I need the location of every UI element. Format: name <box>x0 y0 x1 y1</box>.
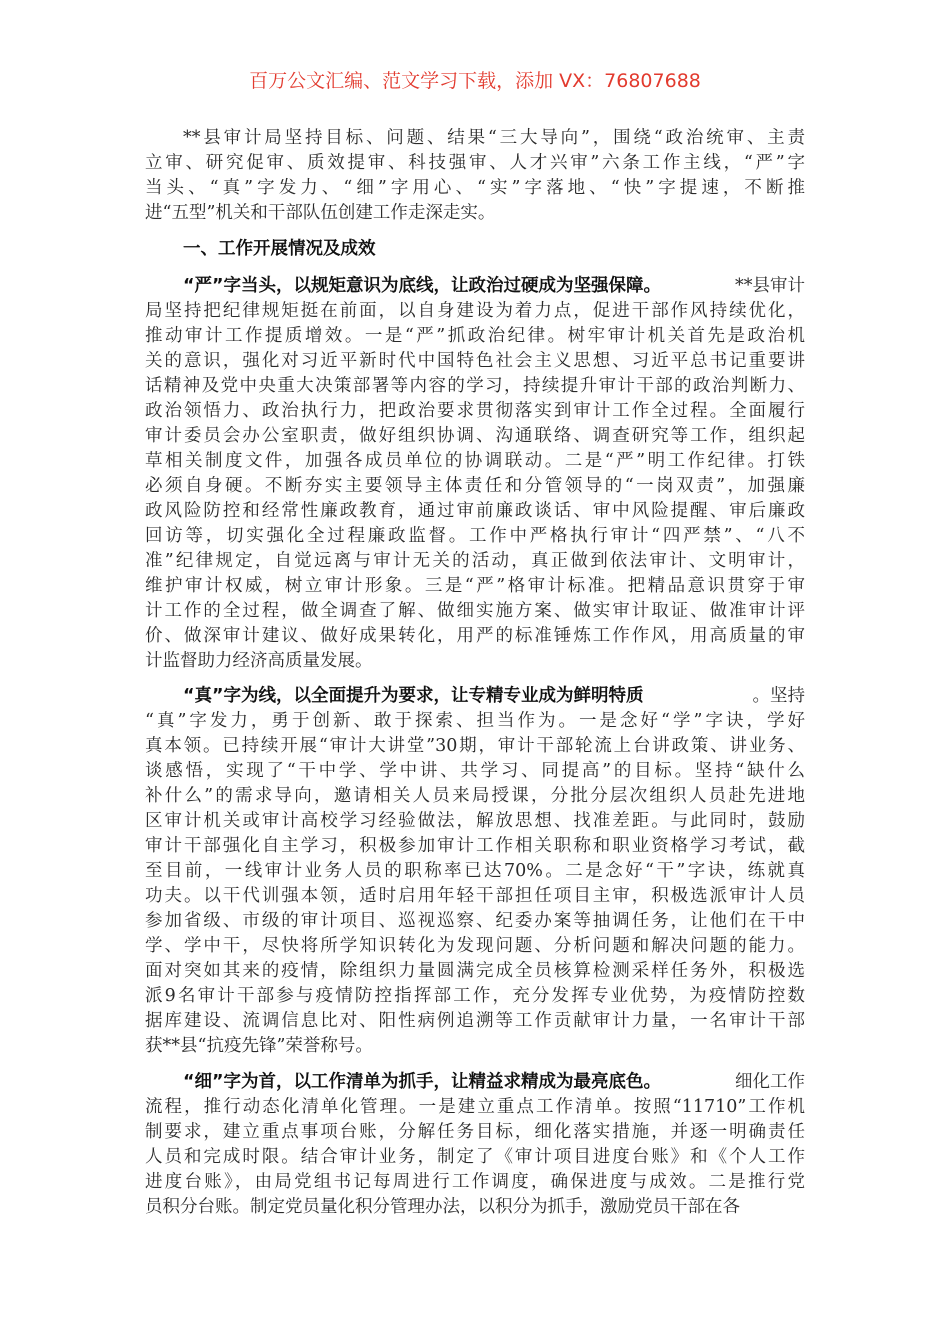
text-line: 功夫。以干代训强本领，适时启用年轻干部担任项目主审，积极选派审计人员 <box>145 886 805 906</box>
text-line: “真”字发力，勇于创新、敢于探索、担当作为。一是念好“学”字诀，学好 <box>145 711 805 731</box>
text-line <box>145 274 805 299</box>
text-line: 学、学中干，尽快将所学知识转化为发现问题、分析问题和解决问题的能力。 <box>145 936 805 956</box>
text-line: 审计干部强化自主学习，积极参加审计工作相关职称和职业资格学习考试，截 <box>145 836 805 856</box>
text-line: 人员和完成时限。结合审计业务，制定了《审计项目进度台账》和《个人工作 <box>145 1147 805 1167</box>
text-line: 回访等，切实强化全过程廉政监督。工作中严格执行审计“四严禁”、“八不 <box>145 526 805 546</box>
intro-paragraph <box>145 126 805 226</box>
text-line: **县审计局坚持目标、问题、结果“三大导向”，围绕“政治统审、主责 <box>183 128 805 148</box>
paragraph-strict <box>145 274 805 674</box>
text-line: 进度台账》，由局党组书记每周进行工作调度，确保进度与成效。二是推行党 <box>145 1172 805 1192</box>
text-line: 计监督助力经济高质量发展。 <box>145 651 373 671</box>
watermark-banner: 百万公文汇编、范文学习下载，添加 VX：76807688 <box>249 70 701 92</box>
paragraph-genuine <box>145 684 805 1059</box>
text-line: 话精神及党中央重大决策部署等内容的学习，持续提升审计干部的政治判断力、 <box>145 376 805 396</box>
text-line: 区审计机关或审计高校学习经验做法，解放思想、找准差距。与此同时，鼓励 <box>145 811 805 831</box>
text-line: 当头、“真”字发力、“细”字用心、“实”字落地、“快”字提速，不断推 <box>145 178 805 198</box>
paragraph-text: **县审计 <box>735 276 805 296</box>
text-line: 补什么”的需求导向，邀请相关人员来局授课，分批分层次组织人员赴先进地 <box>145 786 805 806</box>
text-line: 谈感悟，实现了“干中学、学中讲、共学习、同提高”的目标。坚持“缺什么 <box>145 761 805 781</box>
text-line: 政治领悟力、政治执行力，把政治要求贯彻落实到审计工作全过程。全面履行 <box>145 401 805 421</box>
text-line: 价、做深审计建议、做好成果转化，用严的标准锤炼工作作风，用高质量的审 <box>145 626 805 646</box>
text-line: 派9名审计干部参与疫情防控指挥部工作，充分发挥专业优势，为疫情防控数 <box>145 986 805 1006</box>
text-line: 流程，推行动态化清单化管理。一是建立重点工作清单。按照“11710”工作机 <box>145 1097 805 1117</box>
text-line: 准”纪律规定，自觉远离与审计无关的活动，真正做到依法审计、文明审计， <box>145 551 805 571</box>
text-line: 至目前，一线审计业务人员的职称率已达70%。二是念好“干”字诀，练就真 <box>145 861 805 881</box>
text-line: 关的意识，强化对习近平新时代中国特色社会主义思想、习近平总书记重要讲 <box>145 351 805 371</box>
text-line: 制要求，建立重点事项台账，分解任务目标，细化落实措施，并逐一明确责任 <box>145 1122 805 1142</box>
text-line: 进“五型”机关和干部队伍创建工作走深走实。 <box>145 203 496 223</box>
text-line <box>145 1070 805 1095</box>
text-line: 真本领。已持续开展“审计大讲堂”30期，审计干部轮流上台讲政策、讲业务、 <box>145 736 805 756</box>
text-line <box>145 684 805 709</box>
text-line: 参加省级、市级的审计项目、巡视巡察、纪委办案等抽调任务，让他们在干中 <box>145 911 805 931</box>
text-line: 局坚持把纪律规矩挺在前面，以自身建设为着力点，促进干部作风持续优化， <box>145 301 805 321</box>
text-line: 据库建设、流调信息比对、阳性病例追溯等工作贡献审计力量，一名审计干部 <box>145 1011 805 1031</box>
paragraph-lead: “细”字为首，以工作清单为抓手，让精益求精成为最亮底色。 <box>183 1072 662 1092</box>
text-line: 维护审计权威，树立审计形象。三是“严”格审计标准。把精品意识贯穿于审 <box>145 576 805 596</box>
text-line: 必须自身硬。不断夯实主要领导主体责任和分管领导的“一岗双责”，加强廉 <box>145 476 805 496</box>
text-line: 草相关制度文件，加强各成员单位的协调联动。二是“严”明工作纪律。打铁 <box>145 451 805 471</box>
paragraph-lead: “严”字当头，以规矩意识为底线，让政治过硬成为坚强保障。 <box>183 276 662 296</box>
text-line: 政风险防控和经常性廉政教育，通过审前廉政谈话、审中风险提醒、审后廉政 <box>145 501 805 521</box>
paragraph-lead: “真”字为线，以全面提升为要求，让专精专业成为鲜明特质 <box>183 686 644 706</box>
text-line: 立审、研究促审、质效提审、科技强审、人才兴审”六条工作主线，“严”字 <box>145 153 805 173</box>
text-line: 面对突如其来的疫情，除组织力量圆满完成全员核算检测采样任务外，积极选 <box>145 961 805 981</box>
text-line: 推动审计工作提质增效。一是“严”抓政治纪律。树牢审计机关首先是政治机 <box>145 326 805 346</box>
section-heading: 一、工作开展情况及成效 <box>183 239 376 259</box>
text-line: 计工作的全过程，做全调查了解、做细实施方案、做实审计取证、做准审计评 <box>145 601 805 621</box>
paragraph-text: 。坚持 <box>752 686 805 706</box>
text-line: 审计委员会办公室职责，做好组织协调、沟通联络、调查研究等工作，组织起 <box>145 426 805 446</box>
paragraph-detail <box>145 1070 805 1220</box>
paragraph-text: 细化工作 <box>735 1072 805 1092</box>
text-line: 获**县“抗疫先锋”荣誉称号。 <box>145 1036 373 1056</box>
text-line: 员积分台账。制定党员量化积分管理办法，以积分为抓手，激励党员干部在各 <box>145 1197 740 1217</box>
